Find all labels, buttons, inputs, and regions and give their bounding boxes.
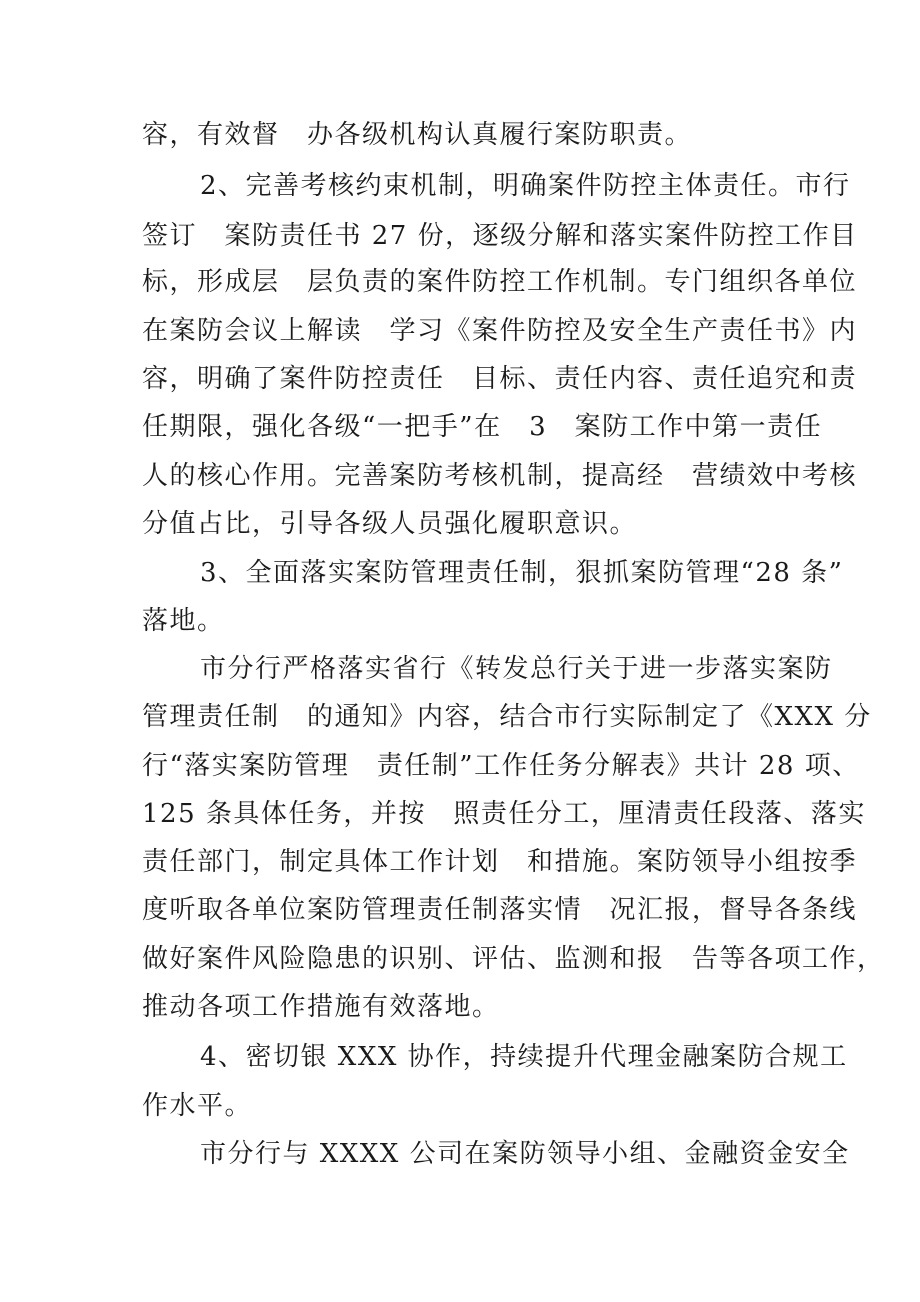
text-line: 分值占比，引导各级人员强化履职意识。 [142,509,638,539]
text-line: 作水平。 [142,1091,253,1121]
text-line: 任期限，强化各级“一把手”在 3 案防工作中第一责任 [142,412,823,442]
text-line: 2、完善考核约束机制，明确案件防控主体责任。市行 [200,171,851,201]
text-line: 市分行与 XXXX 公司在案防领导小组、金融资金安全 [200,1139,850,1169]
text-line: 3、全面落实案防管理责任制，狠抓案防管理“28 条” [200,558,844,588]
text-line: 做好案件风险隐患的识别、评估、监测和报 告等各项工作， [142,944,885,974]
text-line: 125 条具体任务，并按 照责任分工，厘清责任段落、落实 [142,799,866,829]
text-line: 管理责任制 的通知》内容，结合市行实际制定了《XXX 分 [142,702,872,732]
text-line: 推动各项工作措施有效落地。 [142,992,500,1022]
text-line: 在案防会议上解读 学习《案件防控及安全生产责任书》内 [142,316,858,346]
text-line: 签订 案防责任书 27 份，逐级分解和落实案件防控工作目 [142,221,858,251]
text-line: 标，形成层 层负责的案件防控工作机制。专门组织各单位 [142,267,858,297]
text-line: 容，明确了案件防控责任 目标、责任内容、责任追究和责 [142,364,858,394]
text-line: 4、密切银 XXX 协作，持续提升代理金融案防合规工 [200,1042,848,1072]
text-line: 度听取各单位案防管理责任制落实情 况汇报，督导各条线 [142,895,858,925]
text-line: 行“落实案防管理 责任制”工作任务分解表》共计 28 项、 [142,751,860,781]
text-line: 容，有效督 办各级机构认真履行案防职责。 [142,120,693,150]
text-line: 市分行严格落实省行《转发总行关于进一步落实案防 [200,654,833,684]
text-line: 落地。 [142,606,225,636]
text-line: 人的核心作用。完善案防考核机制，提高经 营绩效中考核 [142,461,858,491]
text-line: 责任部门，制定具体工作计划 和措施。案防领导小组按季 [142,847,858,877]
